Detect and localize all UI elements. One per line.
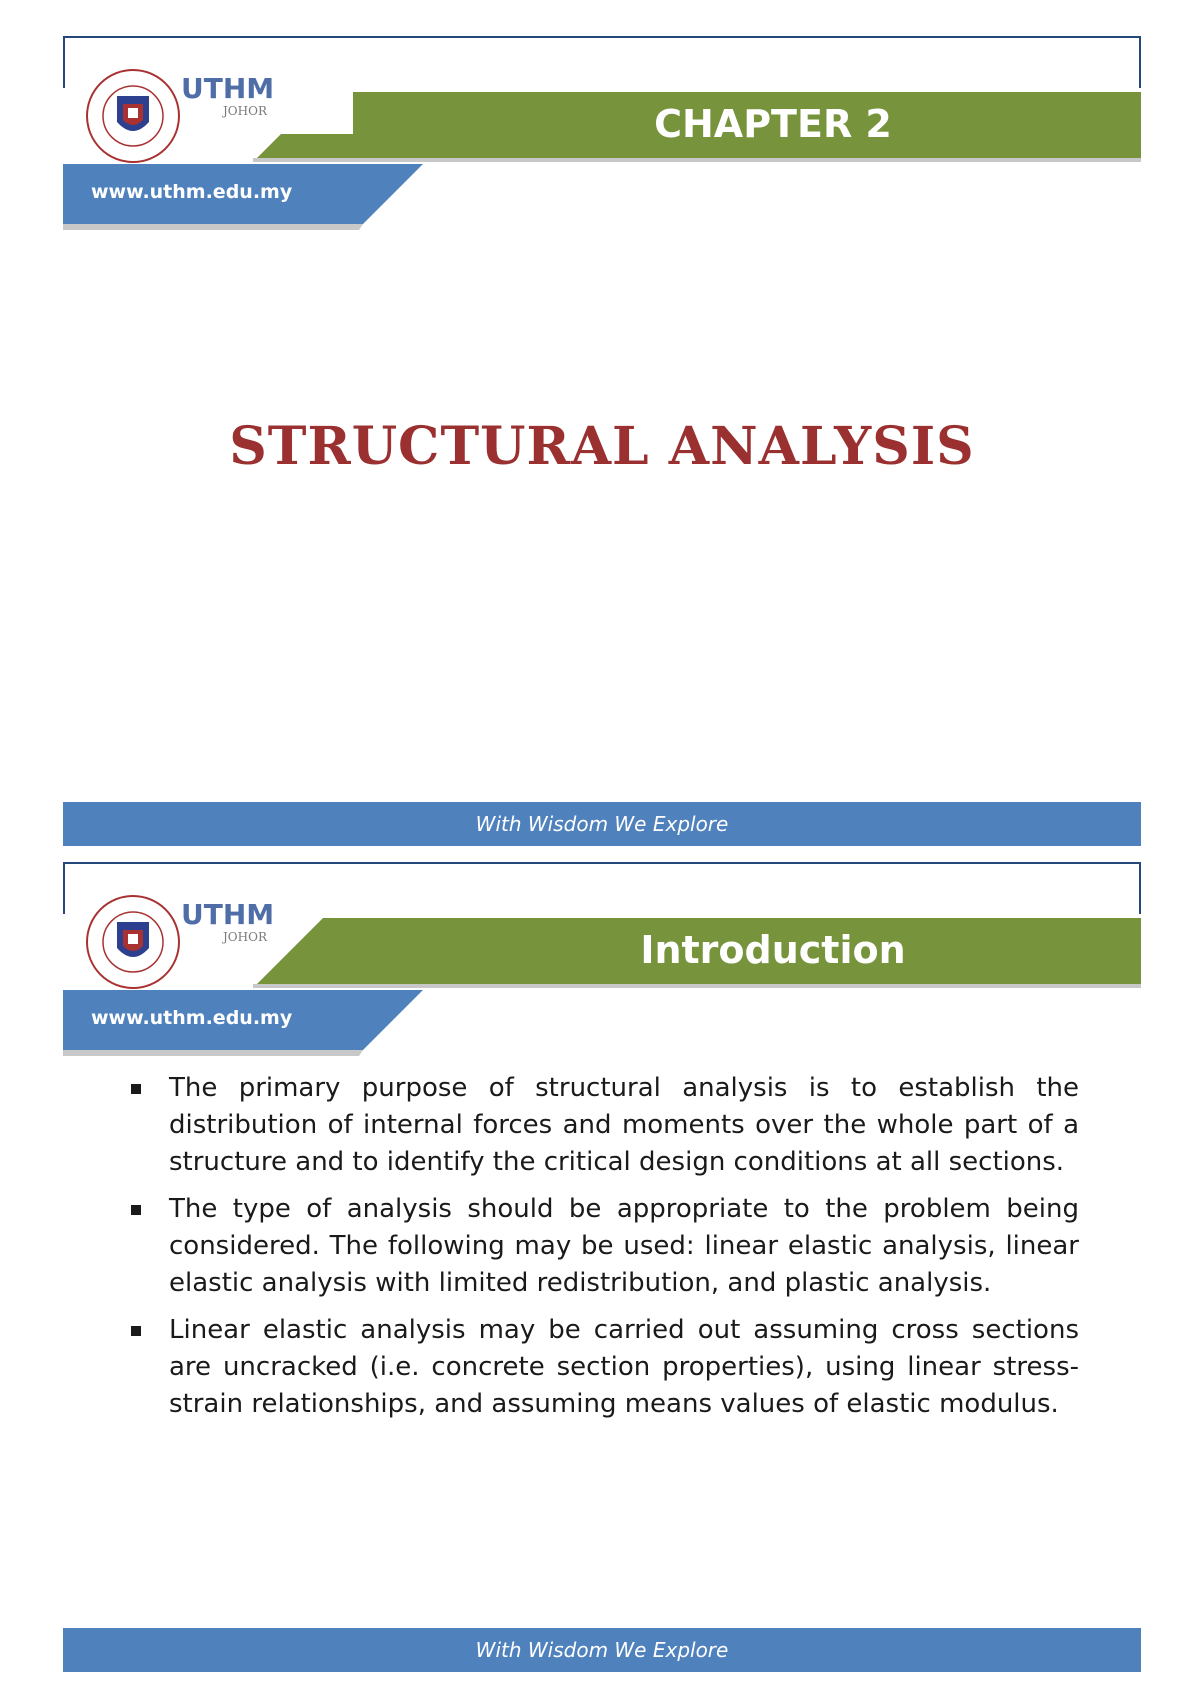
bullet-list xyxy=(127,1070,1079,1433)
header-title: Introduction xyxy=(640,928,906,972)
square-bullet-icon xyxy=(131,1326,141,1336)
logo-brand-text: UTHM xyxy=(181,898,275,931)
logo-sub-text: JOHOR xyxy=(223,104,267,118)
slide-introduction xyxy=(63,862,1141,1672)
square-bullet-icon xyxy=(131,1205,141,1215)
bullet-text: The type of analysis should be appropriate to the problem being considered. The following may be used: linear elastic analysis, linear elastic analysis with limited redistribution, and plastic analysis. xyxy=(169,1194,1079,1298)
bullet-text: Linear elastic analysis may be carried out assuming cross sections are uncracked (i.e. concrete section properties), using linear stress-strain relationships, and assuming means values of elastic modulus. xyxy=(169,1315,1079,1419)
footer-tagline: With Wisdom We Explore xyxy=(63,1628,1141,1672)
website-url: www.uthm.edu.my xyxy=(91,1007,293,1029)
logo-sub-text: JOHOR xyxy=(223,930,267,944)
bullet-item xyxy=(127,1191,1079,1302)
bullet-text: The primary purpose of structural analysis is to establish the distribution of internal forces and moments over the whole part of a structure and to identify the critical design conditions at all sections. xyxy=(169,1073,1079,1177)
logo-brand-text: UTHM xyxy=(181,72,275,105)
slide-chapter-title xyxy=(63,36,1141,846)
header-title: CHAPTER 2 xyxy=(654,102,892,146)
bullet-item xyxy=(127,1070,1079,1181)
main-title: STRUCTURAL ANALYSIS xyxy=(229,416,975,477)
square-bullet-icon xyxy=(131,1084,141,1094)
bullet-item xyxy=(127,1312,1079,1423)
website-url: www.uthm.edu.my xyxy=(91,181,293,203)
footer-tagline: With Wisdom We Explore xyxy=(63,802,1141,846)
